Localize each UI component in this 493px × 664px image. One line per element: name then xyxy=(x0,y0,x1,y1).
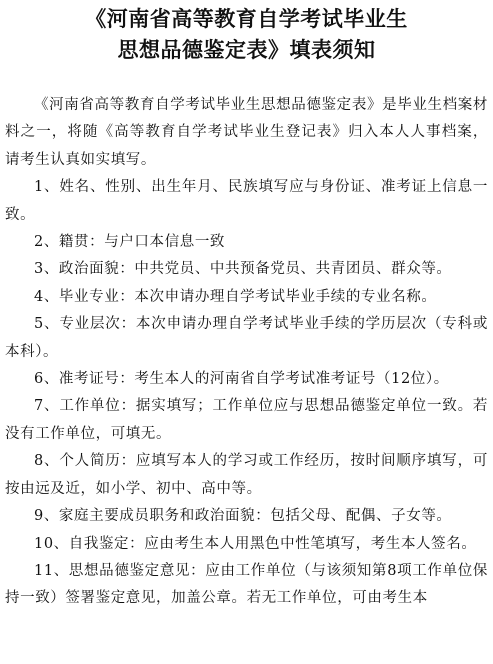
item-1-name-gender: 1、姓名、性别、出生年月、民族填写应与身份证、准考证上信息一致。 xyxy=(5,179,488,223)
item-9-family-members: 9、家庭主要成员职务和政治面貌：包括父母、配偶、子女等。 xyxy=(34,508,452,525)
item-3-political-status: 3、政治面貌：中共党员、中共预备党员、共青团员、群众等。 xyxy=(34,261,452,278)
item-11-assessment-opinion: 11、思想品德鉴定意见：应由工作单位（与该须知第8项工作单位保持一致）签署鉴定意见，加盖公章。若无工作单位，可由考生本 xyxy=(5,562,488,607)
instructions-body xyxy=(5,92,488,613)
document-title xyxy=(0,0,493,66)
item-5-level: 5、专业层次：本次申请办理自学考试毕业手续的学历层次（专科或本科）。 xyxy=(5,316,488,360)
item-4-major: 4、毕业专业：本次申请办理自学考试毕业手续的专业名称。 xyxy=(34,288,437,305)
item-2-native-place: 2、籍贯：与户口本信息一致 xyxy=(34,234,226,251)
intro-paragraph: 《河南省高等教育自学考试毕业生思想品德鉴定表》是毕业生档案材料之一，将随《高等教育自学考试毕业生登记表》归入本人人事档案，请考生认真如实填写。 xyxy=(5,97,488,168)
title-line-1: 《河南省高等教育自学考试毕业生 xyxy=(85,7,408,31)
item-8-resume: 8、个人简历：应填写本人的学习或工作经历，按时间顺序填写，可按由远及近，如小学、初中、高中等。 xyxy=(5,453,488,497)
title-line-2: 思想品德鉴定表》填表须知 xyxy=(117,38,376,62)
item-10-self-assessment: 10、自我鉴定：应由考生本人用黑色中性笔填写，考生本人签名。 xyxy=(34,535,477,552)
item-7-employer: 7、工作单位：据实填写；工作单位应与思想品德鉴定单位一致。若没有工作单位，可填无。 xyxy=(5,398,488,442)
item-6-admission-number: 6、准考证号：考生本人的河南省自学考试准考证号（12位）。 xyxy=(34,371,449,388)
